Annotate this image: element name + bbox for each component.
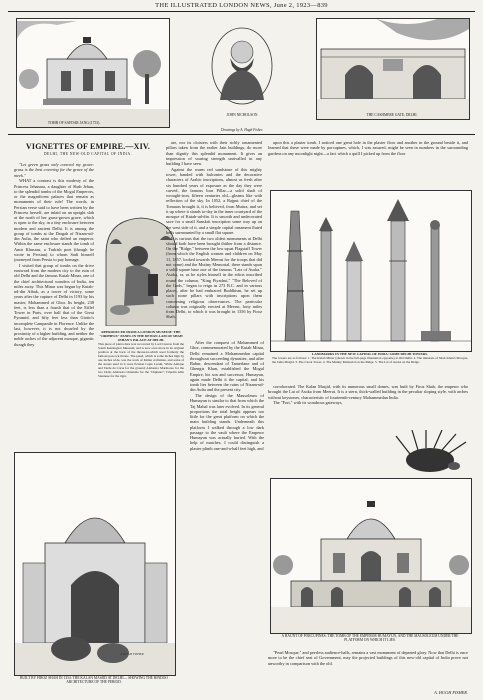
article-column-3-top (268, 140, 468, 186)
caption-cashmere-gate: THE CASHMERE GATE, DELHI. (366, 113, 418, 117)
tomb-safdar-jang-illustration (16, 18, 170, 128)
towers-caption-body: The towers are as follows: 1. The Kutub Minar (shown in the full-page illustration opposite) at Old Delhi. 2. The minarets of Shah Jehan's Mosque, the Jama Masjid. 3. The Clock Tower. 4. The Mutiny Memorial on the Ridge. 5. The Lat of Asoka on the Ridge. (272, 356, 468, 364)
article-column-1 (14, 162, 94, 450)
orpheus-caption-title: REPRODUCED FROM A LONDON MUSEUM: THE "ORPHEUS" PANEL IN THE DEWAN-I-AM OF SHAH JEHAN'S PALACE AT DELHI. (99, 330, 183, 342)
article-paragraph: "Pearl Mosque," and peerless audience-halls, remains a vast monument of departed glory. Now that Delhi is once more to be the chief seat of Government, may the projected buildings of this new-old capital of India prove not unworthy in comparison with the old. (268, 650, 468, 666)
masthead-rule (8, 11, 475, 12)
article-column-2b (190, 340, 264, 550)
caption-drawn-by: Drawings by A. Hugh Fisher. (220, 128, 264, 132)
article-heading: VIGNETTES OF EMPIRE.—XIV. (25, 142, 151, 151)
caption-kalan-masjid: BUILT BY FIROZ SHAH IN 1354: THE KALAN MASJID AT DELHI— SHOWING THE HINDOO ARCHITECTURE OF THE PERIOD. (20, 676, 168, 685)
towers-caption-box (272, 352, 468, 364)
article-column-3-bottom (268, 650, 468, 690)
humayun-tomb-illustration (270, 478, 472, 634)
article-paragraph: I visited that group of tombs on the drive eastward from the modern city to the ruin of old Delhi and the famous Kutab Minar, one of the chief architectural wonders of India, ten miles away. This Minar was begun by Kutab-ud-din Aibak, as a tower of victory, some years after the capture of Delhi in 1193 by his master, Mohammed of Ghor. Its height, 238 feet, is less than a fourth that of the Eiffel Tower in Paris, over half that of the Great Pyramid, and fifty feet less than Giotto's incomplete Campanile in Florence. Unlike the last, however, it is not dwarfed by the proximity of a higher building, and neither the noble arches of the adjacent mosque, gigantic though they (14, 262, 94, 347)
kalan-masjid-illustration (14, 452, 176, 676)
caption-safdar-jang: TOMB OF SAFDAR JANG (1753). (47, 121, 101, 125)
masthead: THE ILLUSTRATED LONDON NEWS, June 2, 1923—839 (155, 2, 328, 9)
orpheus-caption-body: This piece of pietra dura was recovered by Lord Curzon from the South Kensington Museum, and is now once more in its original position at the back of the throne-in-which used formerly the famous peacock throne. The panel, which is some inches high by one inches wide, was the work of Italian craftsmen, and some of the stones used in it were Persian Lapis Lazuli, White Antique and Verde de Corse for the ground; Alabastro Marmoreo for the two birds; Alabastro Orientale for the "Orpheus"; Tripolin Alba Siennese for the tiger. (98, 342, 184, 378)
cashmere-gate-illustration (316, 18, 470, 120)
caption-nicholson: JOHN NICHOLSON (226, 113, 258, 117)
article-author: A. HUGH FISHER. (434, 690, 468, 695)
delhi-towers-illustration (270, 190, 472, 352)
article-paragraph: WHAT a contrast is this modesty of the Princess Jehanara, a daughter of Shah Jehan, to the splendid tombs of the Mogul Emperors, or the magnificent palaces that remain as monuments of their rule! The words, in Persian verse said to have been written by the Princess herself, are inlaid on an upright slab at the north of her grass-grown grave, which is open to the sky, in a tiny enclosure between modern and ancient Delhi. It is among the group of tombs at the Dargah of Nizam-ud-din Aulia, the saint who defied an emperor. Within the same enclosure stands the tomb of Amir Khusrau, a Turkish poet (though he wrote in Persian) to whom Sadi himself journeyed from Persia to pay homage. (14, 178, 94, 262)
article-paragraph: upon this a plaster tomb. I noticed one great hole in the plaster floor and another in the ground beside it, and learned that these were made by porcupines, which, I was assured, might be seen in numbers in the surrounding gardens on any moonlight night—a fact which a quill I picked up from the floor (268, 140, 468, 156)
article-paragraph: are, nor its cloisters with their richly ornamented pillars taken from the earlier Jain buildings, do more than dignify this splendid monument. It gives an impression of soaring strength unrivalled in any building I have seen. (166, 140, 262, 166)
article-column-2 (166, 140, 262, 340)
artist-signature: A.HUGH FISHER (120, 652, 144, 656)
section-rule (8, 134, 475, 135)
article-subheading: DELHI, THE NEW-OLD CAPITAL OF INDIA. (43, 152, 133, 156)
caption-humayun-tomb: A HAUNT OF PORCUPINES: THE TOMB OF THE EMPEROR HUMAYUN, AND THE MAUSOLEUM UNDER THE PLATFORM ON WHICH IT LIES. (281, 634, 459, 643)
porcupine-illustration (390, 430, 470, 478)
article-paragraph: corroborated. The Kalan Masjid, with its numerous small domes, was built by Firoz Shah, the emperor who brought the Lat of Asoka from Meerut. It is a stern, thick-walled building in the peculiar sloping style, with arches without keystones, characteristic of fourteenth-century Mohammedan India. (268, 384, 468, 400)
article-paragraph: It is curious that the two oldest monuments at Delhi should both have been brought thither from a distance. On the "Ridge," between the low squat Flagstaff Tower (from which the English women and children on May 11, 1857, looked towards Meerut for the troops that did not come) and the Mutiny Memorial, there stands upon a solid square base one of the famous "Lats of Asoka." Asoka, or, as he styles himself in the edicts inscribed round the column, "King Piyadasi," "The Beloved of the Gods," began to reign in 273 B.C. and in various places, after he had embraced Buddhism, he set up such stone pillars with inscriptions upon them concerning religious observances. The particular column was originally erected at Meerut, forty miles from Delhi, to which it was brought in 1356 by Firoz Shah. (166, 235, 262, 320)
article-quote: "Let green grass only conceal my grave: grass is the best covering for the grave of the meek." (14, 162, 94, 178)
article-paragraph: The "Fort," with its wondrous gateways, (273, 400, 343, 406)
article-paragraph: After the conquest of Mohammed of Ghor, commemorated by the Kutab Minar, Delhi remained a Mohammedan capital throughout succeeding dynasties; and after Babur, descendant of Tamerlane and of Ghengis Khan, established the Mogul Empire, his son and successor, Humayun, again made Delhi it the capital, and his tomb lies between the ruins of Nizam-ud-din Aulia and the present city. (190, 340, 264, 393)
towers-caption-title: LANDMARKS IN THE NEW CAPITAL OF INDIA: SOME DELHI TOWERS. (312, 352, 428, 356)
article-paragraph: Against the warm red sandstone of this mighty tower, banded with balconies and the decorative characters of Arabic inscriptions, almost as fresh after six hundred years of exposure as the day they were carved, the famous Iron Pillar—a solid shaft of wrought-iron, fifteen centuries old—gleams like with reflection of the sky. In 1052, a Rajput chief of the Tomaras brought it, it is believed, from Muttra, and set it up where it stands to-day in the inner courtyard of the mosque of Kutab-ud-din. It is smooth and undecorated save for a small Sanskrit inscription some way up on the west side of it, and a simple capital ornament fluted bells surmounted by a small flat square. (166, 166, 262, 235)
article-paragraph: The design of the Mausoleum of Humayun is similar to that from which the Taj Mahal was later evolved. In its general proportions the total height appears too little for the great platform on which the main building stands. Underneath this platform I walked through a low dark passage to the vault where the Emperor Humayun was actually buried. With the help of matches, I could distinguish a plaster plinth one-and-a-half feet high, and (190, 393, 264, 451)
article-column-3-mid (268, 384, 468, 424)
nicholson-portrait (180, 22, 304, 118)
